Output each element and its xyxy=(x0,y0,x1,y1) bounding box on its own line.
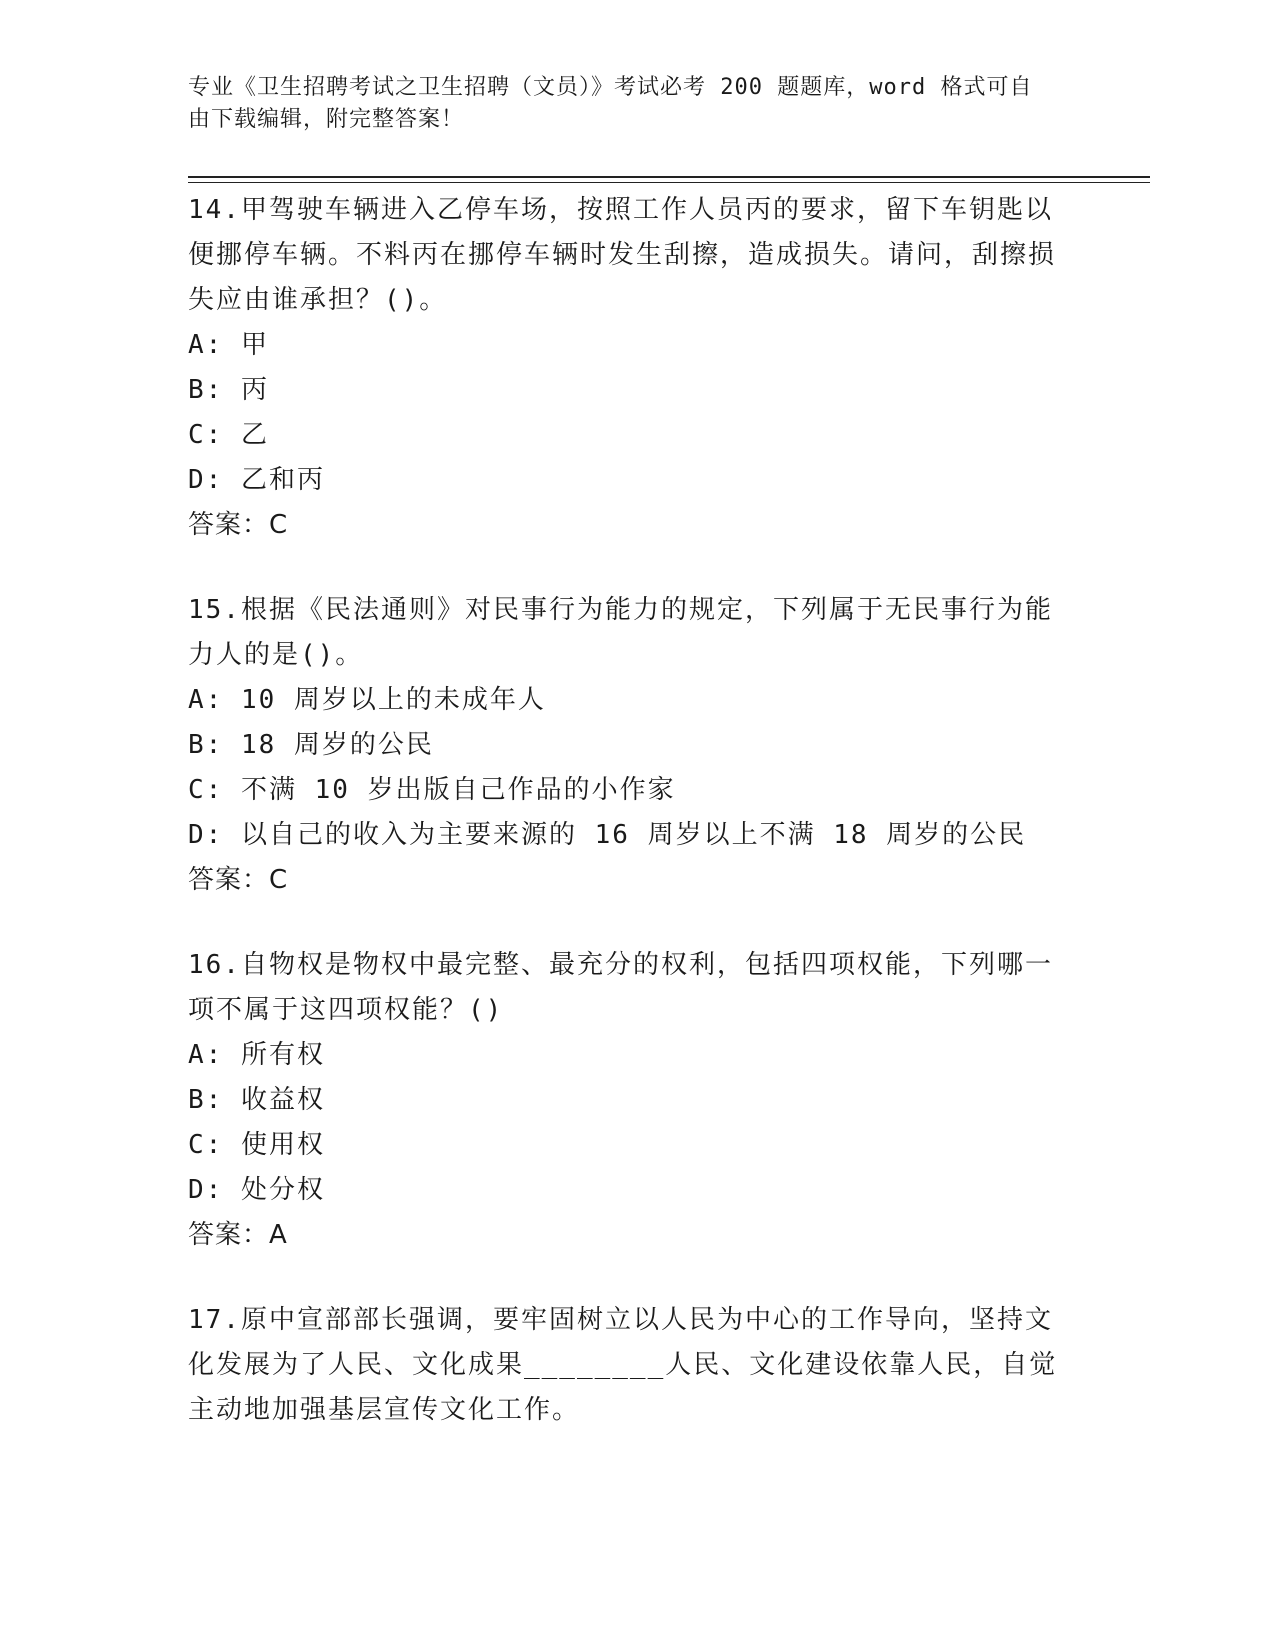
option-c: C: 不满 10 岁出版自己作品的小作家 xyxy=(188,775,676,805)
header-divider-thick xyxy=(188,176,1150,178)
question-stem: 17.原中宣部部长强调，要牢固树立以人民为中心的工作导向，坚持文化发展为了人民、文化成果________人民、文化建设依靠人民，自觉主动地加强基层宣传文化工作。 xyxy=(188,1305,1058,1425)
answer-line: 答案：A xyxy=(188,1220,288,1250)
question-14 xyxy=(188,188,1068,548)
option-c: C: 使用权 xyxy=(188,1130,325,1160)
question-stem: 16.自物权是物权中最完整、最充分的权利，包括四项权能，下列哪一项不属于这四项权能？() xyxy=(188,950,1053,1025)
option-d: D: 处分权 xyxy=(188,1175,325,1205)
option-b: B: 18 周岁的公民 xyxy=(188,730,434,760)
option-a: A: 所有权 xyxy=(188,1040,325,1070)
header-line-1: 专业《卫生招聘考试之卫生招聘（文员）》考试必考 200 题题库，word 格式可自 xyxy=(188,75,1033,100)
question-16 xyxy=(188,943,1068,1258)
option-d: D: 乙和丙 xyxy=(188,465,325,495)
answer-line: 答案：C xyxy=(188,510,289,540)
option-b: B: 丙 xyxy=(188,375,269,405)
question-15 xyxy=(188,588,1068,903)
option-c: C: 乙 xyxy=(188,420,269,450)
question-17 xyxy=(188,1298,1068,1433)
question-list xyxy=(188,188,1068,1473)
header-divider-thin xyxy=(188,182,1150,183)
question-stem: 14.甲驾驶车辆进入乙停车场，按照工作人员丙的要求，留下车钥匙以便挪停车辆。不料丙在挪停车辆时发生刮擦，造成损失。请问，刮擦损失应由谁承担？()。 xyxy=(188,195,1057,315)
question-stem: 15.根据《民法通则》对民事行为能力的规定，下列属于无民事行为能力人的是()。 xyxy=(188,595,1053,670)
option-a: A: 甲 xyxy=(188,330,269,360)
option-a: A: 10 周岁以上的未成年人 xyxy=(188,685,546,715)
document-header xyxy=(188,72,1088,136)
answer-line: 答案：C xyxy=(188,865,289,895)
header-line-2: 由下载编辑，附完整答案！ xyxy=(188,107,465,132)
option-d: D: 以自己的收入为主要来源的 16 周岁以上不满 18 周岁的公民 xyxy=(188,820,1027,850)
option-b: B: 收益权 xyxy=(188,1085,325,1115)
